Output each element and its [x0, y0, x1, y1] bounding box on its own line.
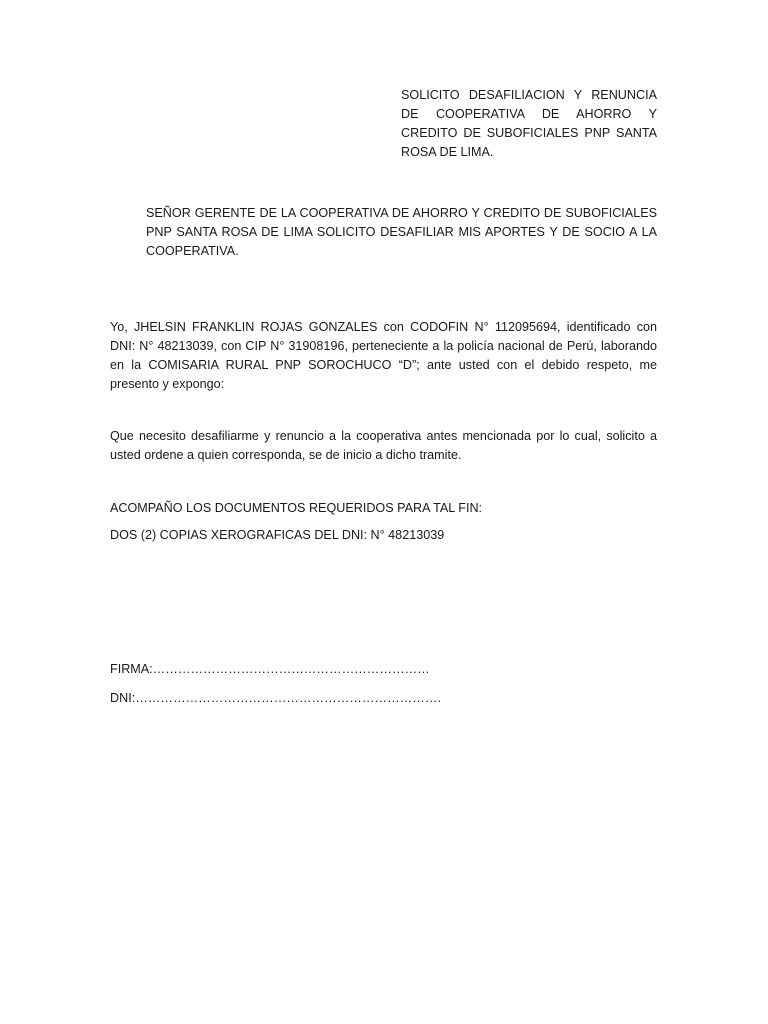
intro-paragraph: Yo, JHELSIN FRANKLIN ROJAS GONZALES con CODOFIN N° 112095694, identificado con DNI: N° 48213039, con CIP N° 31908196, perteneciente a la policía nacional de Perú, laborando en la COMISARIA RURAL PNP SOROCHUCO “D”; ante usted con el debido respeto, me presento y expongo: — [110, 320, 657, 391]
addressee-paragraph: SEÑOR GERENTE DE LA COOPERATIVA DE AHORRO Y CREDITO DE SUBOFICIALES PNP SANTA ROSA DE LIMA SOLICITO DESAFILIAR MIS APORTES Y DE SOCIO A LA COOPERATIVA. — [146, 206, 657, 258]
request-paragraph: Que necesito desafiliarme y renuncio a la cooperativa antes mencionada por lo cual, solicito a usted ordene a quien corresponda, se de inicio a dicho tramite. — [110, 429, 657, 462]
dni-line: DNI:………………………………………………………………. — [110, 691, 441, 705]
signature-line: FIRMA:………………………………………………………… — [110, 662, 430, 676]
attachments-heading: ACOMPAÑO LOS DOCUMENTOS REQUERIDOS PARA TAL FIN: — [110, 501, 483, 515]
subject-heading: SOLICITO DESAFILIACION Y RENUNCIA DE COOPERATIVA DE AHORRO Y CREDITO DE SUBOFICIALES PNP SANTA ROSA DE LIMA. — [401, 88, 657, 159]
attachments-item: DOS (2) COPIAS XEROGRAFICAS DEL DNI: N° 48213039 — [110, 528, 445, 542]
